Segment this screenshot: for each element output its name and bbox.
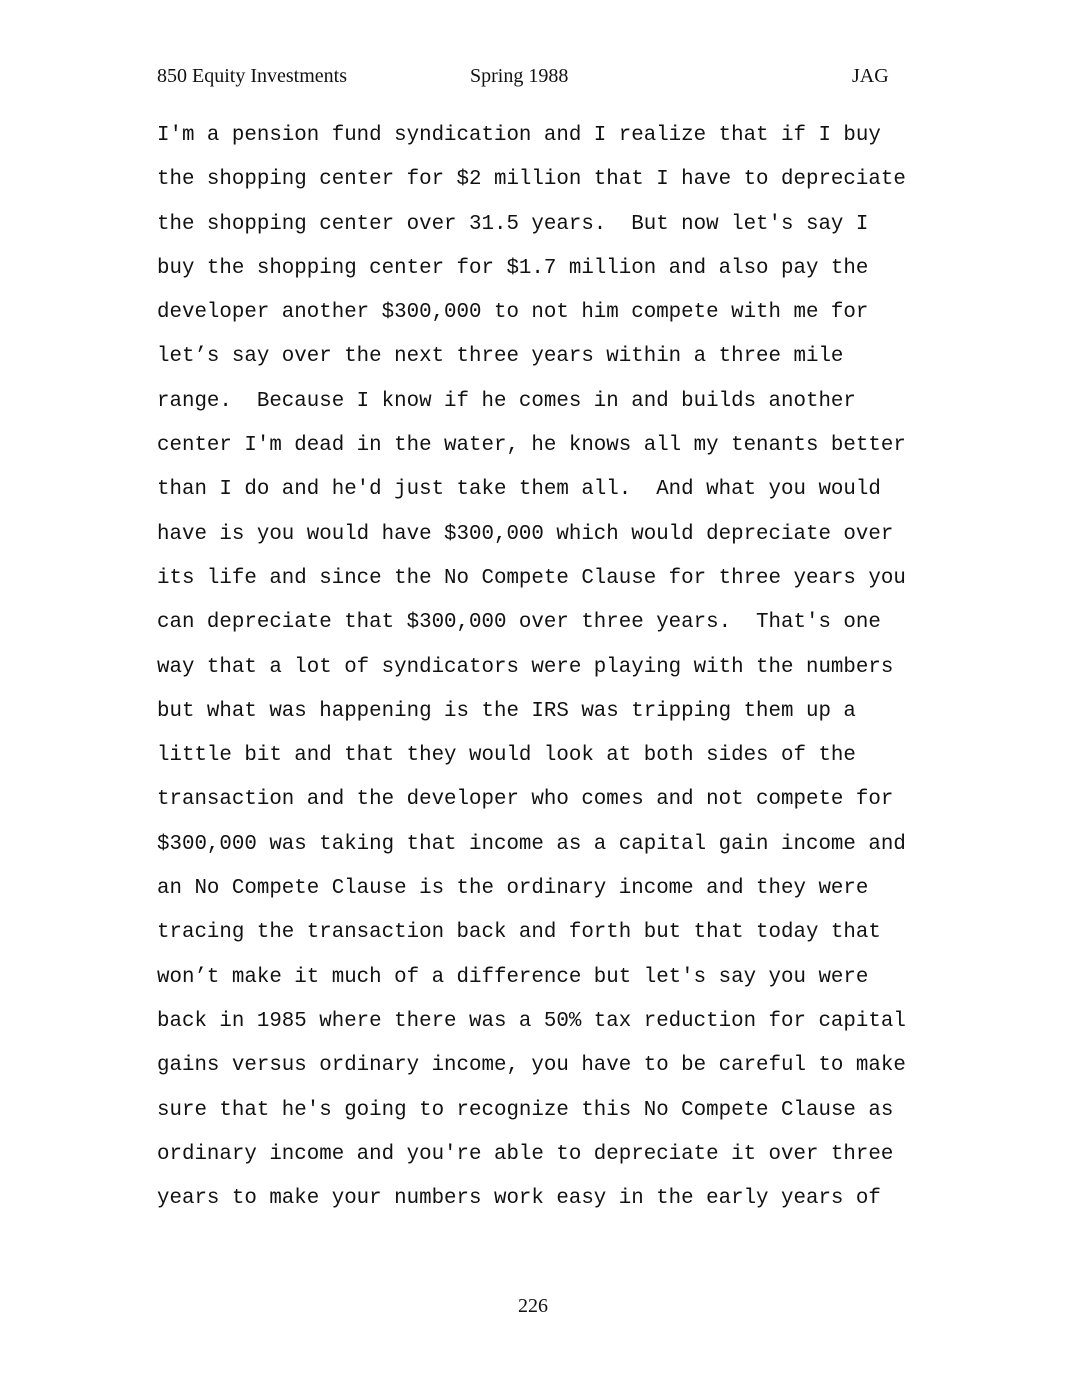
page-header	[0, 62, 1066, 92]
text-line: its life and since the No Compete Clause for three years you	[157, 566, 906, 590]
text-line: center I'm dead in the water, he knows all my tenants better	[157, 434, 906, 458]
page-footer	[0, 1292, 1066, 1320]
text-line: years to make your numbers work easy in the early years of	[157, 1187, 881, 1211]
text-line: $300,000 was taking that income as a capital gain income and	[157, 832, 906, 856]
text-line: an No Compete Clause is the ordinary income and they were	[157, 877, 869, 901]
text-line: have is you would have $300,000 which would depreciate over	[157, 522, 894, 546]
header-initials: JAG	[852, 65, 889, 87]
header-term: Spring 1988	[470, 65, 569, 87]
text-line: transaction and the developer who comes and not compete for	[157, 788, 894, 812]
header-course-title: 850 Equity Investments	[157, 65, 347, 87]
text-line: little bit and that they would look at both sides of the	[157, 744, 856, 768]
text-line: ordinary income and you're able to depreciate it over three	[157, 1142, 894, 1166]
text-line: let’s say over the next three years within a three mile	[157, 345, 844, 369]
text-line: the shopping center for $2 million that I have to depreciate	[157, 168, 906, 192]
text-line: gains versus ordinary income, you have to be careful to make	[157, 1054, 906, 1078]
text-line: won’t make it much of a difference but let's say you were	[157, 965, 869, 989]
text-line: tracing the transaction back and forth but that today that	[157, 921, 881, 945]
transcript-body	[157, 122, 937, 1229]
page-number: 226	[518, 1295, 548, 1317]
text-line: can depreciate that $300,000 over three years. That's one	[157, 611, 881, 635]
text-line: range. Because I know if he comes in and builds another	[157, 389, 856, 413]
text-line: developer another $300,000 to not him compete with me for	[157, 301, 869, 325]
text-line: than I do and he'd just take them all. And what you would	[157, 478, 881, 502]
text-line: but what was happening is the IRS was tripping them up a	[157, 699, 856, 723]
text-line: buy the shopping center for $1.7 million and also pay the	[157, 256, 869, 280]
text-line: way that a lot of syndicators were playing with the numbers	[157, 655, 894, 679]
text-line: the shopping center over 31.5 years. But now let's say I	[157, 212, 869, 236]
text-line: back in 1985 where there was a 50% tax reduction for capital	[157, 1009, 906, 1033]
text-line: sure that he's going to recognize this No Compete Clause as	[157, 1098, 894, 1122]
text-line: I'm a pension fund syndication and I realize that if I buy	[157, 124, 881, 147]
